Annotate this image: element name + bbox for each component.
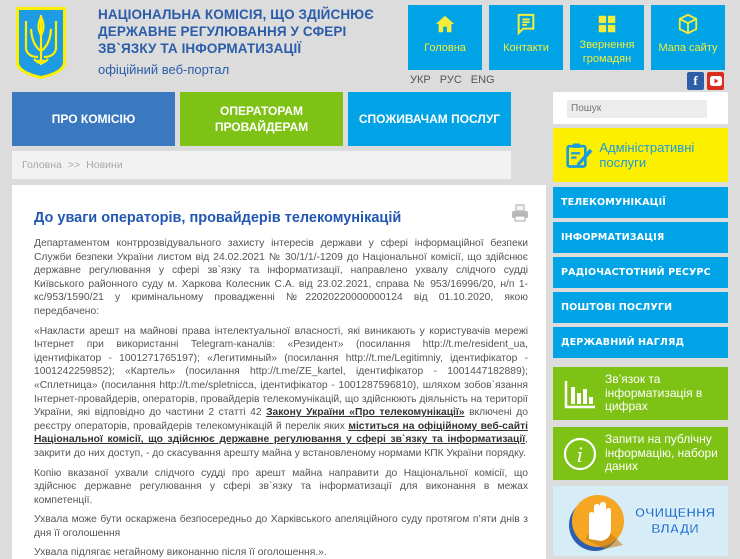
top-nav-contacts[interactable]: [489, 5, 563, 70]
breadcrumb-news[interactable]: Новини: [86, 159, 123, 171]
lustration-label: ОЧИЩЕННЯ: [635, 505, 716, 520]
lang-rus[interactable]: РУС: [439, 74, 462, 86]
title-line: ЗВ`ЯЗКУ ТА ІНФОРМАТИЗАЦІЇ: [98, 41, 302, 56]
top-nav-sitemap[interactable]: [651, 5, 725, 70]
article-paragraph: Ухвала може бути оскаржена безпосередньо до Харківського апеляційного суду протягом п’яти днів з дня її оголошення: [34, 514, 528, 539]
title-line: ДЕРЖАВНЕ РЕГУЛЮВАННЯ У СФЕРІ: [98, 24, 347, 39]
text: , закрити до них доступ, - до скасування арешту майна у встановленому нормами КПК України порядку.: [34, 434, 528, 459]
lang-eng[interactable]: ENG: [470, 74, 495, 86]
lustration-text: [635, 505, 715, 537]
top-nav-label: Контакти: [503, 42, 549, 54]
svg-text:i: i: [576, 442, 584, 467]
document-pen-icon: [565, 139, 593, 171]
article-paragraph: Департаментом контррозвідувального захисту інтересів держави у сфері інформаційної безпеки Служби безпеки України листом від 24.02.2021 № 30/1/1/-1209 до Національної комісії, що здійснює державне регулювання у сфері зв`язку та інформатизації, направлено ухвалу слідчого судді Київського районного суду м. Харкова Колесник С.А. від 23.02.2021, справа № 953/16996/20, н/п 1-кс/953/1590/21 у кримінальному провадженні №22020220000000124 від 01.10.2020, якою передбачено:: [34, 238, 528, 317]
admin-services-banner[interactable]: [553, 128, 728, 182]
breadcrumb: [12, 151, 511, 179]
stats-label: Зв’язок та інформатизація в цифрах: [605, 372, 703, 414]
facebook-icon[interactable]: f: [687, 72, 704, 90]
site-title[interactable]: [98, 6, 398, 77]
top-nav-label: Звернення громадян: [579, 39, 635, 65]
sidebar-item-radio-frequency[interactable]: РАДІОЧАСТОТНИЙ РЕСУРС: [553, 257, 728, 288]
top-nav: [408, 5, 725, 70]
cube-icon: [677, 13, 699, 35]
nav-operators-providers[interactable]: [180, 92, 343, 146]
bar-chart-icon: [563, 377, 597, 411]
sidebar-menu: [553, 187, 728, 362]
youtube-icon[interactable]: [707, 72, 724, 90]
registry-link[interactable]: міститься на офіційному веб-сайті Національної комісії, що здійснює державне регулювання у сфері зв`язку та інформатизації: [34, 420, 529, 446]
grid-icon: [596, 13, 618, 35]
sidebar-item-postal[interactable]: ПОШТОВІ ПОСЛУГИ: [553, 292, 728, 323]
breadcrumb-home[interactable]: Головна: [22, 159, 62, 171]
home-icon: [434, 13, 456, 35]
article-paragraph: [34, 325, 528, 461]
social-links: [687, 72, 724, 90]
admin-services-label: Адміністративні послуги: [599, 140, 695, 170]
top-nav-label: Мапа сайту: [658, 42, 718, 54]
sidebar-item-telecom[interactable]: ТЕЛЕКОМУНІКАЦІЇ: [553, 187, 728, 218]
public-info-banner[interactable]: [553, 427, 728, 480]
text: «Накласти арешт на майнові права інтелектуальної власності, які виникають у користувачів мережі Інтернет при використанні Telegram-каналів: «Резидент» (посилання http://t.me/resident_ua, ідентифікатор - 1001271765197); «Легитимный» (посилання http://t.me/Legitimniy, ідентифікатор - 1001242259852); «Картель» (посилання http://t.me/ZE_kartel, ідентифікатор - 1001447182889); «Сплетница» (посилання http://t.me/spletnicca, ідентифікатор - 1001287596810), шляхом зобов`язання Інтернет-провайдерів, операторів, провайдерів телекомунікацій, що здійснюють діяльність на території України, які відповідно до частини 2 статті 42: [34, 325, 528, 419]
lang-ukr[interactable]: УКР: [410, 74, 431, 86]
site-subtitle: офіційний веб-портал: [98, 62, 230, 77]
title-line: НАЦІОНАЛЬНА КОМІСІЯ, ЩО ЗДІЙСНЮЄ: [98, 7, 374, 22]
nav-consumers[interactable]: СПОЖИВАЧАМ ПОСЛУГ: [348, 92, 511, 146]
top-nav-home[interactable]: [408, 5, 482, 70]
top-nav-appeals[interactable]: [570, 5, 644, 70]
coat-of-arms-logo[interactable]: [14, 5, 68, 81]
printer-icon[interactable]: [511, 204, 529, 222]
main-nav: [12, 92, 511, 146]
sidebar-item-supervision[interactable]: ДЕРЖАВНИЙ НАГЛЯД: [553, 327, 728, 358]
lustration-label: ВЛАДИ: [651, 521, 699, 536]
stop-hand-icon: [565, 489, 629, 553]
search-box: [553, 92, 728, 124]
article-paragraph: Ухвала підлягає негайному виконанню після її оголошення.».: [34, 547, 327, 559]
nav-about-commission[interactable]: ПРО КОМІСІЮ: [12, 92, 175, 146]
language-switcher: [410, 74, 495, 86]
search-input[interactable]: [567, 100, 707, 118]
law-link[interactable]: Закону України «Про телекомунікації»: [266, 407, 465, 419]
info-icon: [563, 437, 597, 471]
stats-banner[interactable]: [553, 367, 728, 420]
sidebar-item-informatization[interactable]: ІНФОРМАТИЗАЦІЯ: [553, 222, 728, 253]
top-nav-label: Головна: [424, 42, 466, 54]
nav-label: ОПЕРАТОРАМ ПРОВАЙДЕРАМ: [214, 104, 309, 134]
article: [12, 185, 546, 559]
article-title: До уваги операторів, провайдерів телекомунікацій: [34, 210, 402, 226]
text: включені до реєстру операторів, провайдерів телекомунікацій й перелік яких: [34, 407, 528, 432]
lustration-banner[interactable]: [553, 486, 728, 556]
message-icon: [515, 13, 537, 35]
article-paragraph: Копію вказаної ухвали слідчого судді про арешт майна направити до Національної комісії, що здійснює державне регулювання у сфері зв`язку та інформатизації для виконання в межах компетенції.: [34, 467, 528, 506]
public-info-label: Запити на публічну інформацію, набори даних: [605, 432, 718, 474]
breadcrumb-separator: >>: [67, 159, 81, 171]
